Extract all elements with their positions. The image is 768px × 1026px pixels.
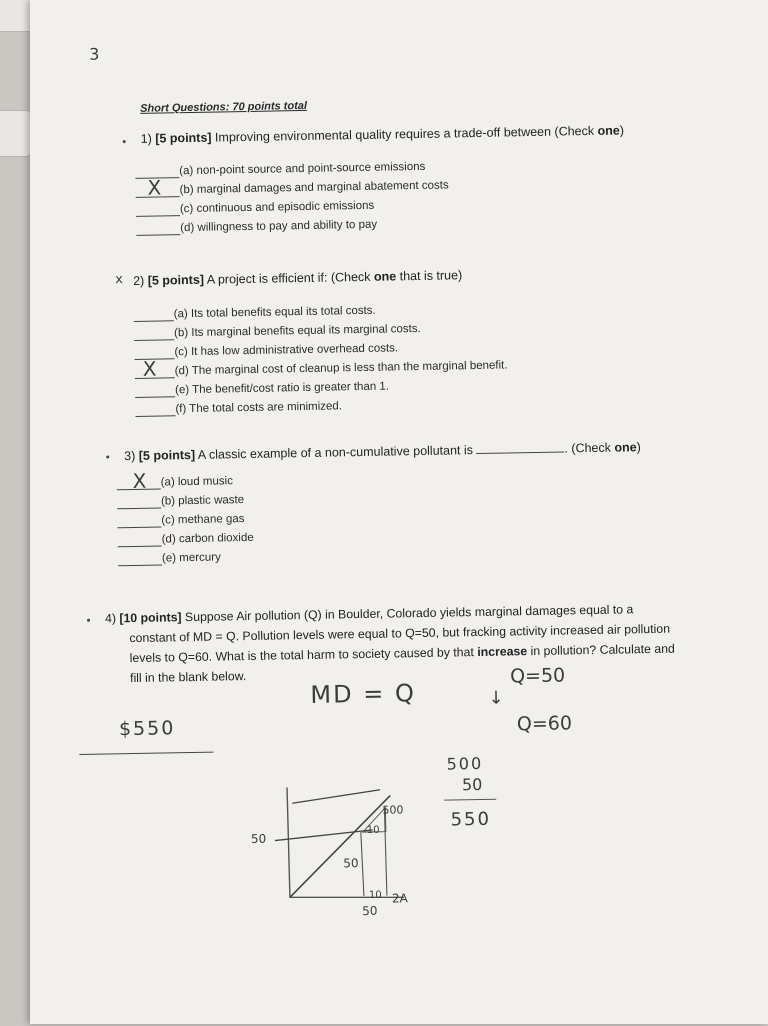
option-f: (f) The total costs are minimized.	[175, 400, 343, 416]
option-e: (e) mercury	[161, 551, 221, 565]
option-a: (a) non-point source and point-source emissions	[179, 160, 426, 178]
question-close: )	[636, 440, 641, 455]
section-header: Short Questions: 70 points total	[140, 99, 308, 115]
option-b: (b) Its marginal benefits equal its marginal costs.	[173, 322, 421, 340]
page-content	[28, 0, 768, 1026]
graph-rect-label: 50	[343, 856, 359, 871]
question-emphasis: increase	[477, 644, 528, 660]
answer-check-mark: X	[147, 175, 162, 200]
handwritten-md-equation: MD = Q	[310, 679, 417, 709]
question-text-end: . (Check	[564, 440, 615, 456]
handwritten-sum-mid: 50	[461, 774, 483, 795]
question-text: Improving environmental quality requires a trade-off between (Check	[211, 123, 598, 145]
question-number: 4)	[104, 611, 120, 626]
question-points: [5 points]	[138, 447, 196, 463]
handwritten-sum-top: 500	[446, 753, 484, 774]
graph-x-ticks: 10	[368, 889, 382, 901]
question-number: 2)	[133, 273, 148, 288]
option-a: (a) Its total benefits equal its total costs.	[173, 304, 376, 321]
question-close: that is true)	[396, 268, 463, 284]
graph-note: 2A	[391, 891, 408, 906]
option-e: (e) The benefit/cost ratio is greater than 1.	[174, 380, 390, 397]
option-c: (c) methane gas	[161, 513, 245, 527]
hand-drawn-graph	[28, 0, 768, 1026]
graph-triangle-label: 10	[366, 824, 380, 836]
handwritten-arrow: ↓	[488, 687, 504, 709]
question-emphasis: one	[614, 440, 637, 455]
option-c: (c) continuous and episodic emissions	[179, 199, 375, 216]
question-number: 1)	[140, 131, 156, 146]
option-b: (b) plastic waste	[160, 494, 245, 508]
question-4-line-3: levels to Q=60. What is the total harm to society caused by that increase in pollution? Calculate and	[129, 641, 675, 666]
handwritten-q-final: Q=60	[516, 712, 573, 736]
option-b: (b) marginal damages and marginal abatement costs	[179, 179, 449, 197]
graph-y-label: 50	[250, 831, 267, 847]
margin-mark: x	[115, 272, 123, 288]
handwritten-sum-total: 550	[450, 808, 492, 831]
question-close: )	[619, 123, 625, 138]
handwritten-q-initial: Q=50	[509, 664, 566, 688]
graph-area-label: 500	[382, 803, 404, 817]
question-emphasis: one	[373, 269, 397, 284]
question-number: 3)	[124, 448, 139, 464]
page-number-mark: 3	[89, 44, 100, 64]
option-c: (c) It has low administrative overhead costs.	[174, 342, 399, 359]
question-4-line-2: constant of MD = Q. Pollution levels were equal to Q=50, but fracking activity increased air pollution	[129, 621, 671, 646]
exam-paper	[30, 0, 768, 1024]
answer-check-mark: X	[132, 468, 147, 494]
question-points: [5 points]	[147, 272, 205, 288]
option-d: (d) The marginal cost of cleanup is less than the marginal benefit.	[174, 359, 508, 378]
handwritten-answer: $550	[118, 717, 176, 741]
question-text: Suppose Air pollution (Q) in Boulder, Colorado yields marginal damages equal to a	[181, 602, 634, 625]
option-d: (d) carbon dioxide	[161, 531, 254, 546]
keyboard-key	[0, 110, 32, 157]
graph-x-label: 50	[362, 903, 378, 919]
option-a: (a) loud music	[160, 475, 233, 489]
question-emphasis: one	[597, 123, 620, 138]
question-points: [10 points]	[119, 610, 182, 626]
question-text: A project is efficient if: (Check	[203, 269, 375, 287]
question-text: A classic example of a non-cumulative pollutant is	[194, 443, 477, 462]
question-4-line-4: fill in the blank below.	[129, 669, 247, 686]
option-d: (d) willingness to pay and ability to pay	[180, 218, 378, 235]
question-points: [5 points]	[155, 130, 212, 146]
answer-check-mark: X	[142, 356, 157, 381]
